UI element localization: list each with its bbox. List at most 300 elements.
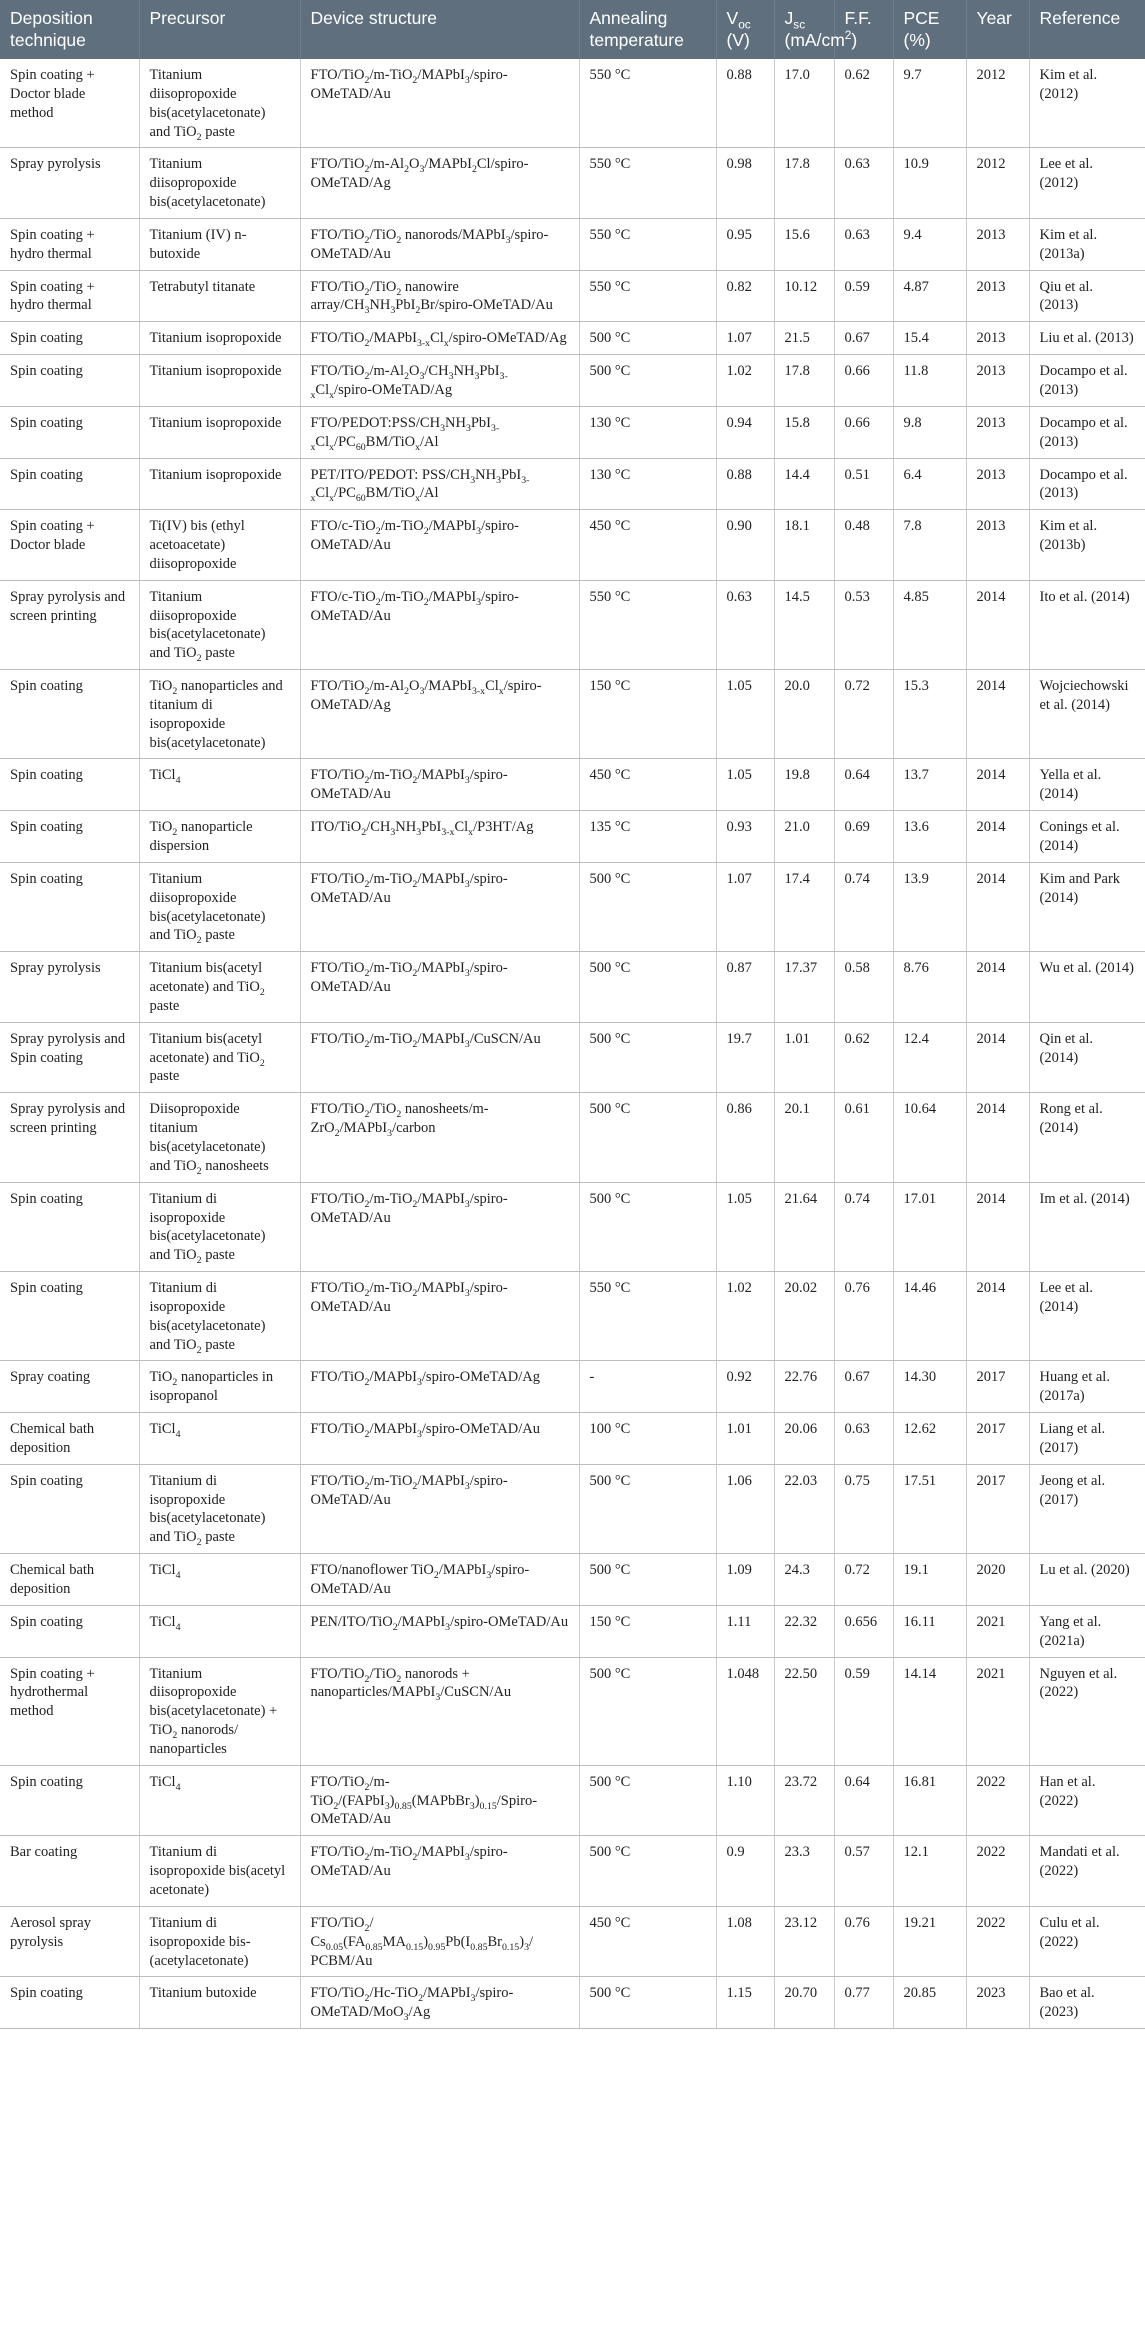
- cell-voc: 1.08: [716, 1906, 774, 1977]
- cell-reference: Qiu et al. (2013): [1029, 270, 1145, 322]
- table-row: [0, 1554, 1145, 1606]
- cell-precursor: Titanium diisopropoxide bis(acetylacetonate) + TiO$_2$ nanorods/ nanoparticles: [139, 1657, 300, 1765]
- cell-year: 2014: [966, 1022, 1029, 1093]
- cell-precursor: TiO$_2$ nanoparticles and titanium di isopropoxide bis(acetylacetonate): [139, 670, 300, 759]
- cell-annealing-temperature: 500 °C: [579, 1464, 716, 1553]
- cell-jsc: 17.0: [774, 59, 834, 148]
- cell-pce: 4.87: [893, 270, 966, 322]
- cell-annealing-temperature: 450 °C: [579, 1906, 716, 1977]
- cell-jsc: 20.1: [774, 1093, 834, 1182]
- cell-voc: 1.09: [716, 1554, 774, 1606]
- cell-device-structure: FTO/$TiO_2/m-Al_2O_3/CH_3NH_3PbI_{3-x}Cl_x/spiro-OMeTAD/Ag$: [300, 355, 579, 407]
- cell-reference: Docampo et al. (2013): [1029, 458, 1145, 510]
- cell-device-structure: FTO/nanoflower TiO$_2$/MAPbI$_3$/spiro-OMeTAD/Au: [300, 1554, 579, 1606]
- cell-deposition-technique: Spin coating: [0, 759, 139, 811]
- cell-device-structure: FTO/TiO$_2$/m-TiO$_2$/MAPbI$_3$/spiro-OMeTAD/Au: [300, 759, 579, 811]
- cell-annealing-temperature: 450 °C: [579, 510, 716, 581]
- cell-year: 2013: [966, 458, 1029, 510]
- cell-device-structure: FTO/$PEDOT:PSS/CH_3NH_3PbI_{3-x}Cl_x/PC_{60}BM/TiO_x/Al$: [300, 406, 579, 458]
- cell-precursor: Titanium di isopropoxide bis(acetylacetonate) and TiO$_2$ paste: [139, 1272, 300, 1361]
- cell-deposition-technique: Spin coating: [0, 670, 139, 759]
- cell-reference: Kim and Park (2014): [1029, 862, 1145, 951]
- cell-precursor: TiO$_2$ nanoparticle dispersion: [139, 811, 300, 863]
- cell-fill-factor: 0.58: [834, 952, 893, 1023]
- cell-device-structure: FTO/TiO$_2$/m-TiO$_2$/MAPbI$_3$/spiro-OMeTAD/Au: [300, 1272, 579, 1361]
- cell-year: 2021: [966, 1605, 1029, 1657]
- cell-pce: 17.51: [893, 1464, 966, 1553]
- table-row: [0, 1605, 1145, 1657]
- cell-precursor: Titanium bis(acetyl acetonate) and TiO$_2$ paste: [139, 1022, 300, 1093]
- cell-year: 2013: [966, 510, 1029, 581]
- cell-fill-factor: 0.77: [834, 1977, 893, 2029]
- cell-deposition-technique: Spin coating + Doctor blade: [0, 510, 139, 581]
- cell-pce: 12.62: [893, 1413, 966, 1465]
- cell-pce: 14.46: [893, 1272, 966, 1361]
- cell-voc: 0.82: [716, 270, 774, 322]
- cell-deposition-technique: Aerosol spray pyrolysis: [0, 1906, 139, 1977]
- cell-deposition-technique: Spray pyrolysis: [0, 952, 139, 1023]
- cell-reference: Lee et al. (2014): [1029, 1272, 1145, 1361]
- cell-fill-factor: 0.74: [834, 1182, 893, 1271]
- cell-deposition-technique: Chemical bath deposition: [0, 1554, 139, 1606]
- cell-reference: Ito et al. (2014): [1029, 580, 1145, 669]
- cell-device-structure: PET/ITO/PEDOT: PSS/$CH_3NH_3PbI_{3-x}Cl_x/PC_{60}BM/TiO_x/Al$: [300, 458, 579, 510]
- cell-deposition-technique: Spray pyrolysis and Spin coating: [0, 1022, 139, 1093]
- table-row: [0, 406, 1145, 458]
- cell-annealing-temperature: 150 °C: [579, 670, 716, 759]
- cell-voc: 1.048: [716, 1657, 774, 1765]
- cell-precursor: Titanium diisopropoxide bis(acetylacetonate) and TiO$_2$ paste: [139, 862, 300, 951]
- cell-fill-factor: 0.74: [834, 862, 893, 951]
- cell-annealing-temperature: 500 °C: [579, 952, 716, 1023]
- cell-precursor: Titanium diisopropoxide bis(acetylacetonate) and TiO$_2$ paste: [139, 580, 300, 669]
- table-row: [0, 148, 1145, 219]
- table-row: [0, 322, 1145, 355]
- cell-voc: 1.07: [716, 322, 774, 355]
- cell-annealing-temperature: 550 °C: [579, 270, 716, 322]
- cell-reference: Conings et al. (2014): [1029, 811, 1145, 863]
- header-precursor: Precursor: [139, 0, 300, 59]
- cell-reference: Huang et al. (2017a): [1029, 1361, 1145, 1413]
- cell-voc: 0.90: [716, 510, 774, 581]
- cell-fill-factor: 0.67: [834, 322, 893, 355]
- cell-pce: 13.9: [893, 862, 966, 951]
- cell-pce: 4.85: [893, 580, 966, 669]
- cell-precursor: Titanium di isopropoxide bis(acetylacetonate) and TiO$_2$ paste: [139, 1182, 300, 1271]
- cell-device-structure: FTO/$TiO_2/m-Al_2O_3/MAPbI_{3-x}Cl_x/spiro-OMeTAD/Ag$: [300, 670, 579, 759]
- cell-device-structure: FTO/$TiO_2/m-TiO_2/(FAPbI_3)_{0.85}(MAPbBr_3)_{0.15}/Spiro-OMeTAD/Au$: [300, 1765, 579, 1836]
- cell-jsc: 21.64: [774, 1182, 834, 1271]
- cell-fill-factor: 0.62: [834, 59, 893, 148]
- cell-voc: 0.88: [716, 59, 774, 148]
- cell-deposition-technique: Bar coating: [0, 1836, 139, 1907]
- cell-device-structure: FTO/TiO$_2$/MAPbI$_3$/spiro-OMeTAD/Ag: [300, 1361, 579, 1413]
- table-row: [0, 1765, 1145, 1836]
- cell-fill-factor: 0.63: [834, 148, 893, 219]
- cell-voc: 1.11: [716, 1605, 774, 1657]
- cell-jsc: 14.4: [774, 458, 834, 510]
- cell-deposition-technique: Spin coating: [0, 1182, 139, 1271]
- cell-voc: 19.7: [716, 1022, 774, 1093]
- cell-precursor: Titanium isopropoxide: [139, 458, 300, 510]
- cell-pce: 11.8: [893, 355, 966, 407]
- cell-deposition-technique: Spin coating: [0, 1605, 139, 1657]
- cell-deposition-technique: Spin coating: [0, 322, 139, 355]
- header-device-structure: Device structure: [300, 0, 579, 59]
- cell-device-structure: FTO/TiO$_2$/m-TiO$_2$/MAPbI$_3$/spiro-OMeTAD/Au: [300, 1836, 579, 1907]
- cell-fill-factor: 0.72: [834, 670, 893, 759]
- cell-precursor: Titanium di isopropoxide bis-(acetylacetonate): [139, 1906, 300, 1977]
- cell-fill-factor: 0.64: [834, 759, 893, 811]
- cell-jsc: 20.06: [774, 1413, 834, 1465]
- cell-precursor: TiCl$_4$: [139, 1413, 300, 1465]
- cell-annealing-temperature: 130 °C: [579, 458, 716, 510]
- cell-year: 2012: [966, 148, 1029, 219]
- cell-device-structure: FTO/TiO$_2$/MAPbI$_3$/spiro-OMeTAD/Au: [300, 1413, 579, 1465]
- cell-jsc: 17.8: [774, 148, 834, 219]
- cell-year: 2017: [966, 1464, 1029, 1553]
- cell-device-structure: FTO/TiO$_2$/TiO$_2$ nanorods + nanoparticles/MAPbI$_3$/CuSCN/Au: [300, 1657, 579, 1765]
- cell-year: 2017: [966, 1413, 1029, 1465]
- cell-voc: 0.92: [716, 1361, 774, 1413]
- cell-voc: 1.10: [716, 1765, 774, 1836]
- cell-voc: 0.95: [716, 218, 774, 270]
- cell-device-structure: FTO/TiO$_2$/m-TiO$_2$/MAPbI$_3$/spiro-OMeTAD/Au: [300, 1464, 579, 1553]
- cell-voc: 0.87: [716, 952, 774, 1023]
- cell-year: 2013: [966, 355, 1029, 407]
- cell-fill-factor: 0.72: [834, 1554, 893, 1606]
- cell-fill-factor: 0.63: [834, 1413, 893, 1465]
- cell-pce: 19.21: [893, 1906, 966, 1977]
- cell-precursor: Titanium di isopropoxide bis(acetylacetonate) and TiO$_2$ paste: [139, 1464, 300, 1553]
- header-voc: $V_{oc}$ (V): [716, 0, 774, 59]
- cell-annealing-temperature: 550 °C: [579, 1272, 716, 1361]
- cell-jsc: 15.6: [774, 218, 834, 270]
- cell-voc: 0.94: [716, 406, 774, 458]
- cell-pce: 12.1: [893, 1836, 966, 1907]
- cell-deposition-technique: Spin coating: [0, 1464, 139, 1553]
- table-row: [0, 1836, 1145, 1907]
- cell-reference: Docampo et al. (2013): [1029, 406, 1145, 458]
- header-technique: Deposition technique: [10, 8, 93, 50]
- cell-pce: 9.7: [893, 59, 966, 148]
- cell-year: 2022: [966, 1906, 1029, 1977]
- table-row: [0, 580, 1145, 669]
- cell-pce: 13.7: [893, 759, 966, 811]
- table-row: [0, 1272, 1145, 1361]
- cell-annealing-temperature: 100 °C: [579, 1413, 716, 1465]
- cell-reference: Lu et al. (2020): [1029, 1554, 1145, 1606]
- cell-fill-factor: 0.51: [834, 458, 893, 510]
- table-row: [0, 1022, 1145, 1093]
- table-row: [0, 811, 1145, 863]
- header-annealing: Annealing temperature: [579, 0, 716, 59]
- cell-fill-factor: 0.61: [834, 1093, 893, 1182]
- cell-device-structure: FTO/TiO$_2$/m-TiO$_2$/MAPbI$_3$/spiro-OMeTAD/Au: [300, 1182, 579, 1271]
- cell-precursor: TiCl$_4$: [139, 1765, 300, 1836]
- cell-voc: 1.01: [716, 1413, 774, 1465]
- cell-deposition-technique: Spin coating + hydro thermal: [0, 218, 139, 270]
- cell-pce: 6.4: [893, 458, 966, 510]
- cell-precursor: TiO$_2$ nanoparticles in isopropanol: [139, 1361, 300, 1413]
- cell-annealing-temperature: 135 °C: [579, 811, 716, 863]
- cell-device-structure: FTO/TiO$_2$/TiO$_2$ nanorods/MAPbI$_3$/spiro-OMeTAD/Au: [300, 218, 579, 270]
- cell-deposition-technique: Spin coating: [0, 1977, 139, 2029]
- cell-annealing-temperature: 500 °C: [579, 1977, 716, 2029]
- cell-deposition-technique: Spray pyrolysis and screen printing: [0, 1093, 139, 1182]
- table-row: [0, 1182, 1145, 1271]
- cell-jsc: 21.5: [774, 322, 834, 355]
- cell-annealing-temperature: 500 °C: [579, 1657, 716, 1765]
- cell-precursor: Ti(IV) bis (ethyl acetoacetate) diisopropoxide: [139, 510, 300, 581]
- cell-jsc: 23.12: [774, 1906, 834, 1977]
- cell-precursor: Titanium diisopropoxide bis(acetylacetonate) and TiO$_2$ paste: [139, 59, 300, 148]
- cell-voc: 1.05: [716, 1182, 774, 1271]
- cell-annealing-temperature: 500 °C: [579, 322, 716, 355]
- cell-annealing-temperature: 500 °C: [579, 1836, 716, 1907]
- cell-annealing-temperature: 550 °C: [579, 580, 716, 669]
- table-row: [0, 59, 1145, 148]
- cell-voc: 1.15: [716, 1977, 774, 2029]
- cell-device-structure: FTO/$TiO_2/MAPbI_{3-x}Cl_x/spiro-OMeTAD/Ag$: [300, 322, 579, 355]
- cell-year: 2014: [966, 670, 1029, 759]
- cell-device-structure: FTO/TiO$_2$/TiO$_2$ nanowire array/$CH_3NH_3PbI_2Br/spiro-OMeTAD/Au$: [300, 270, 579, 322]
- cell-pce: 8.76: [893, 952, 966, 1023]
- cell-precursor: Titanium isopropoxide: [139, 355, 300, 407]
- cell-jsc: 1.01: [774, 1022, 834, 1093]
- cell-fill-factor: 0.69: [834, 811, 893, 863]
- cell-jsc: 23.72: [774, 1765, 834, 1836]
- cell-fill-factor: 0.59: [834, 1657, 893, 1765]
- cell-reference: Han et al. (2022): [1029, 1765, 1145, 1836]
- cell-fill-factor: 0.64: [834, 1765, 893, 1836]
- cell-fill-factor: 0.48: [834, 510, 893, 581]
- cell-reference: Jeong et al. (2017): [1029, 1464, 1145, 1553]
- cell-fill-factor: 0.66: [834, 406, 893, 458]
- cell-jsc: 24.3: [774, 1554, 834, 1606]
- table-row: [0, 270, 1145, 322]
- cell-pce: 7.8: [893, 510, 966, 581]
- header-ff: F.F.: [834, 0, 893, 59]
- cell-deposition-technique: Spin coating: [0, 1765, 139, 1836]
- cell-year: 2013: [966, 270, 1029, 322]
- cell-annealing-temperature: 500 °C: [579, 1093, 716, 1182]
- cell-year: 2023: [966, 1977, 1029, 2029]
- table-row: [0, 1657, 1145, 1765]
- cell-jsc: 21.0: [774, 811, 834, 863]
- cell-jsc: 14.5: [774, 580, 834, 669]
- cell-deposition-technique: Spin coating: [0, 355, 139, 407]
- cell-device-structure: FTO/TiO$_2$/m-TiO$_2$/MAPbI$_3$/spiro-OMeTAD/Au: [300, 59, 579, 148]
- cell-year: 2017: [966, 1361, 1029, 1413]
- cell-jsc: 17.37: [774, 952, 834, 1023]
- cell-annealing-temperature: 550 °C: [579, 148, 716, 219]
- cell-annealing-temperature: 500 °C: [579, 1182, 716, 1271]
- cell-fill-factor: 0.62: [834, 1022, 893, 1093]
- cell-jsc: 22.03: [774, 1464, 834, 1553]
- cell-deposition-technique: Spin coating + hydro thermal: [0, 270, 139, 322]
- cell-precursor: TiCl$_4$: [139, 1554, 300, 1606]
- cell-reference: Nguyen et al. (2022): [1029, 1657, 1145, 1765]
- header-reference: Reference: [1029, 0, 1145, 59]
- cell-reference: Wojciechowski et al. (2014): [1029, 670, 1145, 759]
- cell-deposition-technique: Spin coating: [0, 811, 139, 863]
- cell-reference: Lee et al. (2012): [1029, 148, 1145, 219]
- cell-deposition-technique: Spin coating + hydrothermal method: [0, 1657, 139, 1765]
- cell-device-structure: FTO/TiO$_2$/m-TiO$_2$/MAPbI$_3$/CuSCN/Au: [300, 1022, 579, 1093]
- cell-year: 2013: [966, 322, 1029, 355]
- table-row: [0, 1464, 1145, 1553]
- cell-device-structure: FTO/TiO$_2$/m-TiO$_2$/MAPbI$_3$/spiro-OMeTAD/Au: [300, 952, 579, 1023]
- table-row: [0, 458, 1145, 510]
- cell-year: 2014: [966, 580, 1029, 669]
- cell-precursor: Titanium isopropoxide: [139, 322, 300, 355]
- cell-fill-factor: 0.76: [834, 1272, 893, 1361]
- cell-annealing-temperature: 550 °C: [579, 218, 716, 270]
- cell-reference: Mandati et al. (2022): [1029, 1836, 1145, 1907]
- cell-reference: Qin et al. (2014): [1029, 1022, 1145, 1093]
- cell-year: 2014: [966, 1272, 1029, 1361]
- table-row: [0, 1906, 1145, 1977]
- cell-device-structure: FTO/c-TiO$_2$/m-TiO$_2$/MAPbI$_3$/spiro-OMeTAD/Au: [300, 580, 579, 669]
- cell-voc: 1.05: [716, 670, 774, 759]
- cell-precursor: Diisopropoxide titanium bis(acetylacetonate) and TiO$_2$ nanosheets: [139, 1093, 300, 1182]
- cell-jsc: 17.4: [774, 862, 834, 951]
- cell-annealing-temperature: 130 °C: [579, 406, 716, 458]
- cell-pce: 10.9: [893, 148, 966, 219]
- header-year: Year: [966, 0, 1029, 59]
- header-pce: PCE (%): [893, 0, 966, 59]
- cell-reference: Liang et al. (2017): [1029, 1413, 1145, 1465]
- cell-year: 2012: [966, 59, 1029, 148]
- cell-fill-factor: 0.75: [834, 1464, 893, 1553]
- cell-device-structure: FTO/TiO$_2$/ $Cs_{0.05}(FA_{0.85}MA_{0.15})_{0.95}Pb(I_{0.85}Br_{0.15})_3/$ PCBM/Au: [300, 1906, 579, 1977]
- cell-jsc: 15.8: [774, 406, 834, 458]
- cell-year: 2022: [966, 1765, 1029, 1836]
- cell-fill-factor: 0.66: [834, 355, 893, 407]
- cell-year: 2013: [966, 218, 1029, 270]
- cell-jsc: 17.8: [774, 355, 834, 407]
- cell-precursor: Titanium isopropoxide: [139, 406, 300, 458]
- cell-reference: Yella et al. (2014): [1029, 759, 1145, 811]
- cell-voc: 0.86: [716, 1093, 774, 1182]
- cell-voc: 1.07: [716, 862, 774, 951]
- cell-jsc: 22.76: [774, 1361, 834, 1413]
- cell-pce: 9.4: [893, 218, 966, 270]
- cell-jsc: 18.1: [774, 510, 834, 581]
- table-row: [0, 355, 1145, 407]
- cell-annealing-temperature: 150 °C: [579, 1605, 716, 1657]
- cell-pce: 16.11: [893, 1605, 966, 1657]
- cell-voc: 1.02: [716, 355, 774, 407]
- cell-device-structure: FTO/TiO$_2$/TiO$_2$ nanosheets/m-ZrO$_2$/MAPbI$_3$/carbon: [300, 1093, 579, 1182]
- cell-voc: 0.63: [716, 580, 774, 669]
- cell-fill-factor: 0.53: [834, 580, 893, 669]
- cell-deposition-technique: Spin coating: [0, 862, 139, 951]
- cell-jsc: 20.02: [774, 1272, 834, 1361]
- cell-precursor: Titanium di isopropoxide bis(acetyl acetonate): [139, 1836, 300, 1907]
- cell-precursor: TiCl$_4$: [139, 1605, 300, 1657]
- cell-pce: 15.3: [893, 670, 966, 759]
- cell-deposition-technique: Spin coating: [0, 458, 139, 510]
- table-row: [0, 510, 1145, 581]
- cell-pce: 12.4: [893, 1022, 966, 1093]
- table-row: [0, 1093, 1145, 1182]
- cell-reference: Bao et al. (2023): [1029, 1977, 1145, 2029]
- cell-year: 2014: [966, 759, 1029, 811]
- cell-voc: 0.9: [716, 1836, 774, 1907]
- cell-jsc: 20.0: [774, 670, 834, 759]
- cell-device-structure: FTO/$TiO_2/m-Al_2O_3/MAPbI_2Cl/spiro-OMeTAD/Ag$: [300, 148, 579, 219]
- cell-deposition-technique: Spin coating + Doctor blade method: [0, 59, 139, 148]
- cell-jsc: 20.70: [774, 1977, 834, 2029]
- header-row: [0, 0, 1145, 59]
- cell-jsc: 19.8: [774, 759, 834, 811]
- cell-pce: 15.4: [893, 322, 966, 355]
- cell-year: 2014: [966, 811, 1029, 863]
- cell-reference: Rong et al. (2014): [1029, 1093, 1145, 1182]
- cell-device-structure: ITO/$TiO_2/CH_3NH_3PbI_{3-x}Cl_x/P3HT/Ag$: [300, 811, 579, 863]
- cell-deposition-technique: Spray coating: [0, 1361, 139, 1413]
- cell-year: 2014: [966, 1093, 1029, 1182]
- cell-deposition-technique: Chemical bath deposition: [0, 1413, 139, 1465]
- cell-voc: 0.93: [716, 811, 774, 863]
- cell-precursor: Titanium butoxide: [139, 1977, 300, 2029]
- cell-voc: 1.05: [716, 759, 774, 811]
- cell-precursor: Tetrabutyl titanate: [139, 270, 300, 322]
- cell-reference: Im et al. (2014): [1029, 1182, 1145, 1271]
- table-row: [0, 759, 1145, 811]
- cell-voc: 1.02: [716, 1272, 774, 1361]
- cell-fill-factor: 0.656: [834, 1605, 893, 1657]
- cell-pce: 20.85: [893, 1977, 966, 2029]
- cell-pce: 14.30: [893, 1361, 966, 1413]
- cell-jsc: 23.3: [774, 1836, 834, 1907]
- cell-fill-factor: 0.76: [834, 1906, 893, 1977]
- cell-pce: 10.64: [893, 1093, 966, 1182]
- cell-year: 2022: [966, 1836, 1029, 1907]
- cell-pce: 9.8: [893, 406, 966, 458]
- cell-reference: Wu et al. (2014): [1029, 952, 1145, 1023]
- cell-annealing-temperature: 500 °C: [579, 1554, 716, 1606]
- cell-precursor: TiCl$_4$: [139, 759, 300, 811]
- cell-deposition-technique: Spray pyrolysis and screen printing: [0, 580, 139, 669]
- cell-jsc: 22.50: [774, 1657, 834, 1765]
- cell-deposition-technique: Spray pyrolysis: [0, 148, 139, 219]
- cell-reference: Yang et al. (2021a): [1029, 1605, 1145, 1657]
- cell-reference: Kim et al. (2013b): [1029, 510, 1145, 581]
- cell-pce: 14.14: [893, 1657, 966, 1765]
- cell-pce: 13.6: [893, 811, 966, 863]
- cell-pce: 16.81: [893, 1765, 966, 1836]
- cell-year: 2014: [966, 862, 1029, 951]
- cell-reference: Liu et al. (2013): [1029, 322, 1145, 355]
- cell-reference: Kim et al. (2013a): [1029, 218, 1145, 270]
- table-body: [0, 59, 1145, 2029]
- cell-deposition-technique: Spin coating: [0, 406, 139, 458]
- cell-annealing-temperature: 500 °C: [579, 1022, 716, 1093]
- cell-annealing-temperature: 500 °C: [579, 1765, 716, 1836]
- table-row: [0, 1413, 1145, 1465]
- cell-pce: 17.01: [893, 1182, 966, 1271]
- cell-annealing-temperature: -: [579, 1361, 716, 1413]
- table-row: [0, 670, 1145, 759]
- cell-deposition-technique: Spin coating: [0, 1272, 139, 1361]
- table-row: [0, 952, 1145, 1023]
- cell-reference: Docampo et al. (2013): [1029, 355, 1145, 407]
- cell-precursor: Titanium bis(acetyl acetonate) and TiO$_2$ paste: [139, 952, 300, 1023]
- cell-precursor: Titanium diisopropoxide bis(acetylacetonate): [139, 148, 300, 219]
